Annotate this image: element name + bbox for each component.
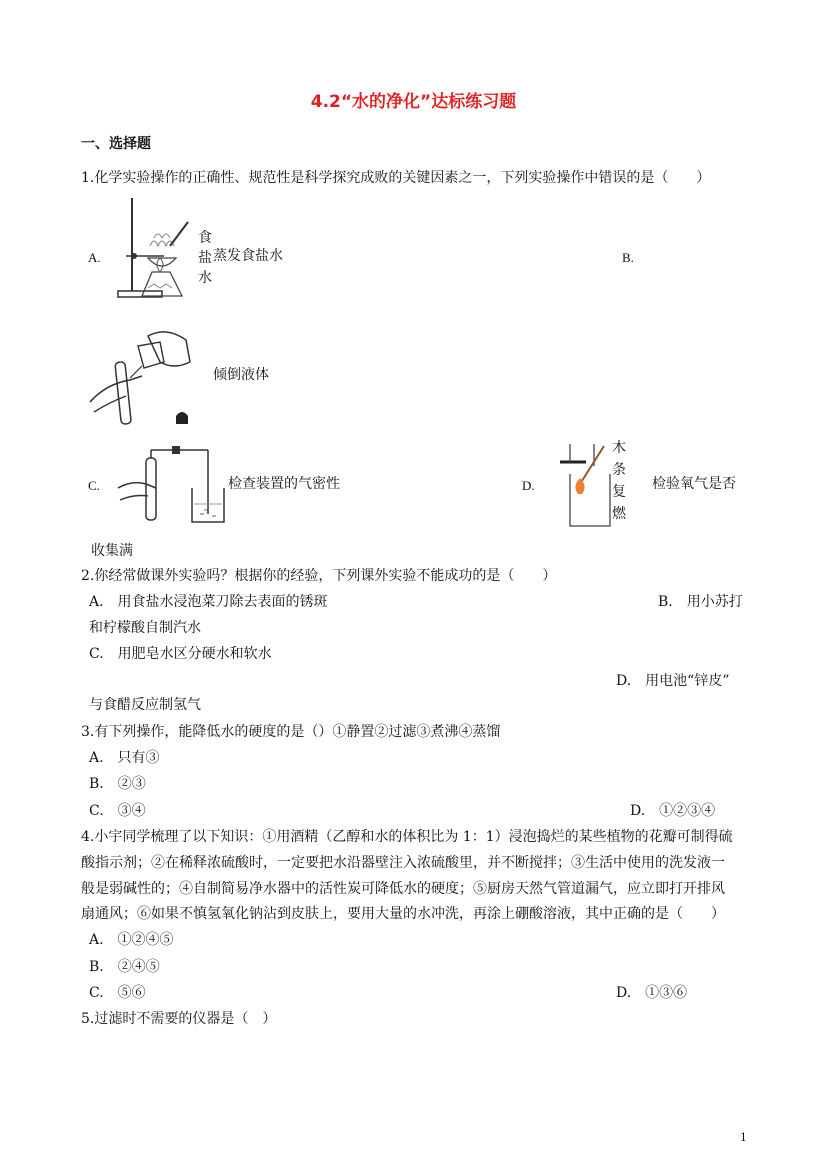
evaporation-apparatus-figure <box>112 196 202 300</box>
q1-a-figure-text-3: 水 <box>198 270 212 286</box>
q3-option-c: C. ③④ <box>89 803 146 819</box>
q4-option-d: D. ①③⑥ <box>616 985 688 1001</box>
q1-option-c-label: C. <box>88 478 100 493</box>
airtightness-check-figure <box>116 444 228 526</box>
q5-stem: 5.过滤时不需要的仪器是（ ） <box>81 1011 277 1027</box>
q2-option-c: C. 用肥皂水区分硬水和软水 <box>89 646 272 662</box>
q1-d-figure-text-4: 燃 <box>612 506 626 522</box>
q4-line-4: 扇通风；⑥如果不慎氢氧化钠沾到皮肤上，要用大量的水冲洗，再涂上硼酸溶液，其中正确的是（ ） <box>81 906 725 922</box>
pouring-liquid-figure <box>86 322 206 432</box>
q4-line-2: 酸指示剂；②在稀释浓硫酸时，一定要把水沿器壁注入浓硫酸里，并不断搅拌；③生活中使用的洗发液一 <box>81 855 725 871</box>
page-number: 1 <box>740 1131 747 1144</box>
q1-option-c-text: 检查装置的气密性 <box>228 476 340 492</box>
q1-a-figure-text-2: 盐 <box>198 250 212 266</box>
q4-line-3: 般是弱碱性的；④自制简易净水器中的活性炭可降低水的硬度；⑤厨房天然气管道漏气，应立即打开排风 <box>81 881 725 897</box>
q1-d-figure-text-2: 条 <box>612 462 626 478</box>
q1-option-a-text: 蒸发食盐水 <box>213 248 283 264</box>
q4-option-c: C. ⑤⑥ <box>89 985 146 1001</box>
q2-stem: 2.你经常做课外实验吗？根据你的经验，下列课外实验不能成功的是（ ） <box>81 568 557 584</box>
q1-option-b-text: 倾倒液体 <box>213 367 269 383</box>
q1-option-a-label: A. <box>88 250 101 265</box>
q1-option-d-label: D. <box>522 478 535 493</box>
q3-stem: 3.有下列操作，能降低水的硬度的是（）①静置②过滤③煮沸④蒸馏 <box>81 724 501 740</box>
q4-option-a: A. ①②④⑤ <box>89 932 174 948</box>
q3-option-b: B. ②③ <box>89 776 146 792</box>
q2-option-b-continued: 和柠檬酸自制汽水 <box>89 620 201 636</box>
q3-option-d: D. ①②③④ <box>630 803 716 819</box>
q4-option-b: B. ②④⑤ <box>89 959 160 975</box>
page-title: 4.2“水的净化”达标练习题 <box>310 92 517 112</box>
q1-stem: 1.化学实验操作的正确性、规范性是科学探究成败的关键因素之一，下列实验操作中错误的是（ ） <box>81 170 711 186</box>
q1-option-d-text: 检验氧气是否 <box>652 476 736 492</box>
section-heading: 一、选择题 <box>81 136 151 152</box>
q1-d-figure-text-1: 木 <box>612 440 626 456</box>
q4-line-1: 4.小宇同学梳理了以下知识：①用酒精（乙醇和水的体积比为 1：1）浸泡捣烂的某些植物的花瓣可制得硫 <box>81 829 733 845</box>
q1-a-figure-text-1: 食 <box>198 230 212 246</box>
q2-option-d: D. 用电池“锌皮” <box>616 673 730 689</box>
q1-option-d-continued: 收集满 <box>91 543 133 559</box>
q3-option-a: A. 只有③ <box>89 750 160 766</box>
q2-option-a: A. 用食盐水浸泡菜刀除去表面的锈斑 <box>89 594 328 610</box>
q1-d-figure-text-3: 复 <box>612 484 626 500</box>
q1-option-b-label: B. <box>622 250 634 265</box>
q2-option-d-continued: 与食醋反应制氢气 <box>89 697 201 713</box>
oxygen-test-figure <box>556 440 616 530</box>
q2-option-b: B. 用小苏打 <box>658 594 743 610</box>
